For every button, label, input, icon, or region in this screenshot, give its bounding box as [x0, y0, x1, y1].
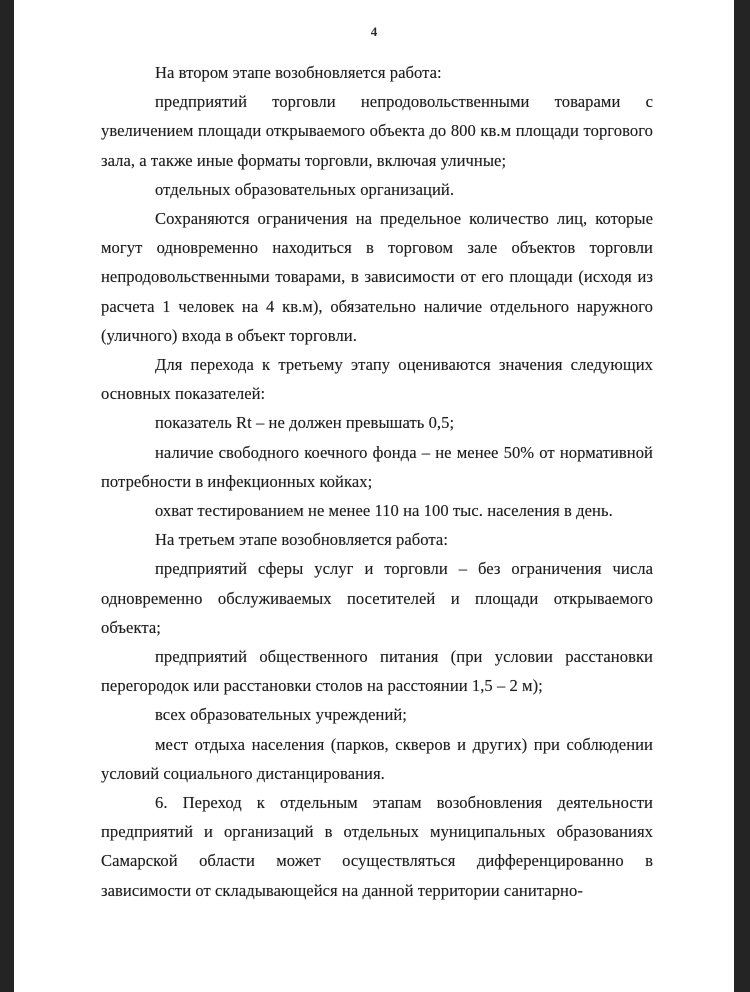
paragraph-education-orgs: отдельных образовательных организаций. [155, 179, 455, 199]
page-number: 4 [370, 24, 378, 39]
paragraph-restrictions: Сохраняются ограничения на предельное количество лиц, которые могут одновременно находиться в торговом зале объектов торговли непродовольственными товарами, в зависимости от его площади (исходя из расчета 1 человек на 4 кв.м), обязательно наличие отдельного наружного (уличного) входа в объект торговли. [101, 209, 653, 345]
paragraph-second-stage-heading: На втором этапе возобновляется работа: [155, 63, 442, 82]
document-body [101, 58, 653, 905]
paragraph-catering: предприятий общественного питания (при условии расстановки перегородок или расстановки столов на расстоянии 1,5 – 2 м); [101, 647, 653, 696]
paragraph-third-stage-heading: На третьем этапе возобновляется работа: [155, 530, 449, 550]
paragraph-testing-coverage: охват тестированием не менее 110 на 100 тыс. населения в день. [155, 501, 613, 521]
paragraph-bed-capacity: наличие свободного коечного фонда – не менее 50% от нормативной потребности в инфекционных койках; [101, 442, 653, 491]
paragraph-recreation: мест отдыха населения (парков, скверов и других) при соблюдении условий социального дистанцирования. [101, 734, 653, 783]
paragraph-services-trade: предприятий сферы услуг и торговли – без ограничения числа одновременно обслуживаемых посетителей и площади открываемого объекта; [101, 559, 653, 637]
paragraph-section-6: 6. Переход к отдельным этапам возобновления деятельности предприятий и организаций в отдельных муниципальных образованиях Самарской области может осуществляться дифференцированно в зависимости от складывающейся на данной территории санитарно- [101, 793, 653, 900]
paragraph-nonfood-trade: предприятий торговли непродовольственными товарами с увеличением площади открываемого объекта до 800 кв.м площади торгового зала, а также иные форматы торговли, включая уличные; [101, 92, 653, 170]
paragraph-third-stage-criteria: Для перехода к третьему этапу оцениваются значения следующих основных показателей: [101, 355, 653, 404]
paragraph-rt-indicator: показатель Rt – не должен превышать 0,5; [155, 413, 455, 433]
paragraph-all-education: всех образовательных учреждений; [155, 705, 407, 725]
document-page [14, 0, 734, 992]
